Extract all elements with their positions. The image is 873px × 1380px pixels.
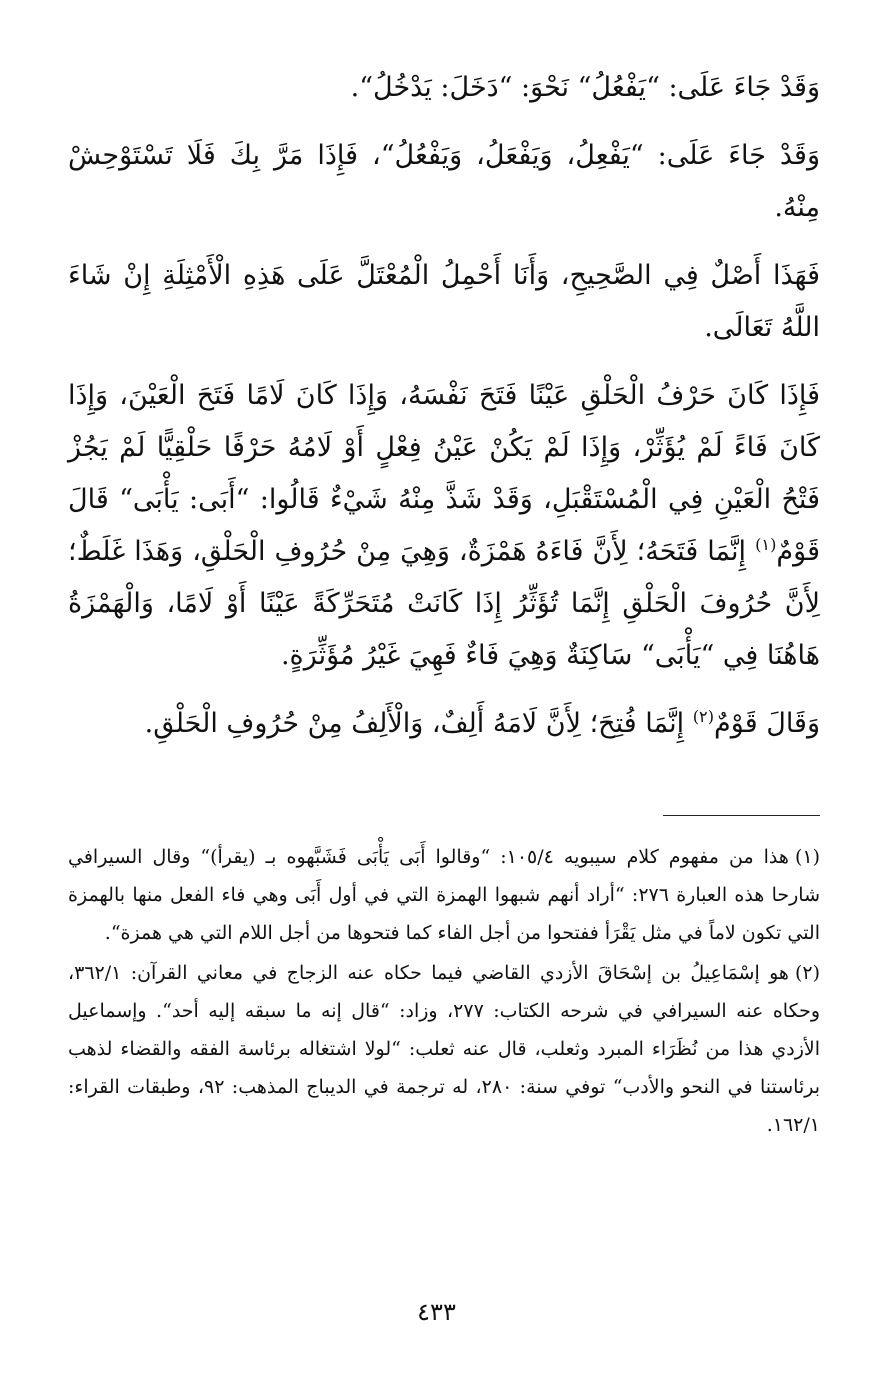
paragraph-5 bbox=[68, 698, 820, 750]
footnote-ref-1: (١) bbox=[755, 535, 777, 554]
footnote-1-text: هذا من مفهوم كلام سيبويه ١٠٥/٤: “وقالوا أَبَى يَأْبَى فَشَبَّهوه بـ (يقرأ)“ وقال السيرافي شارحا هذه العبارة ٢٧٦: “أراد أنهم شبهوا الهمزة التي في أول أَبَى وهي فاء الفعل منها بالهمزة التي تكون لاماً في مثل يَقْرَأ ففتحوا من أجل الفاء كما فتحوها من أجل اللام التي هي همزة“. bbox=[68, 846, 820, 944]
paragraph-2: وَقَدْ جَاءَ عَلَى: “يَفْعِلُ، وَيَفْعَلُ، وَيَفْعُلُ“، فَإِذَا مَرَّ بِكَ فَلَا تَسْتَوْحِشْ مِنْهُ. bbox=[68, 140, 820, 223]
paragraph-4-text-b: إِنَّمَا فَتَحَهُ؛ لِأَنَّ فَاءَهُ هَمْزَةٌ، وَهِيَ مِنْ حُرُوفِ الْحَلْقِ، وَهَذَا غَلَطٌ؛ لِأَنَّ حُرُوفَ الْحَلْقِ إِنَّمَا تُؤَثِّرُ إِذَا كَانَتْ مُتَحَرِّكَةً عَيْنًا أَوْ لَامًا، وَالْهَمْزَةُ هَاهُنَا فِي “يَأْبَى“ سَاكِنَةٌ وَهِيَ فَاءٌ فَهِيَ غَيْرُ مُؤَثِّرَةٍ. bbox=[68, 536, 820, 671]
footnote-1-number: (١) bbox=[794, 846, 820, 868]
paragraph-5-text-b: إِنَّمَا فُتِحَ؛ لِأَنَّ لَامَهُ أَلِفٌ، وَالْأَلِفُ مِنْ حُرُوفِ الْحَلْقِ. bbox=[144, 708, 693, 739]
paragraph-4 bbox=[68, 370, 820, 682]
paragraph-5-text-a: وَقَالَ قَوْمٌ bbox=[714, 708, 820, 739]
footnote-divider bbox=[663, 815, 820, 816]
paragraph-4-text-a: فَإِذَا كَانَ حَرْفُ الْحَلْقِ عَيْنًا فَتَحَ نَفْسَهُ، وَإِذَا كَانَ لَامًا فَتَحَ الْعَيْنَ، وَإِذَا كَانَ فَاءً لَمْ يُؤَثِّرْ، وَإِذَا لَمْ يَكُنْ عَيْنُ فِعْلٍ أَوْ لَامُهُ حَرْفًا حَلْقِيًّا لَمْ يَجُزْ فَتْحُ الْعَيْنِ فِي الْمُسْتَقْبَلِ، وَقَدْ شَذَّ مِنْهُ شَيْءٌ قَالُوا: “أَبَى: يَأْبَى“ قَالَ قَوْمٌ bbox=[68, 380, 820, 567]
footnote-1 bbox=[68, 838, 820, 952]
paragraph-1: وَقَدْ جَاءَ عَلَى: “يَفْعُلُ“ نَحْوَ: “دَخَلَ: يَدْخُلُ“. bbox=[350, 72, 820, 103]
main-text bbox=[68, 62, 820, 766]
footnote-ref-2: (٢) bbox=[692, 707, 715, 726]
paragraph-3: فَهَذَا أَصْلٌ فِي الصَّحِيحِ، وَأَنَا أَحْمِلُ الْمُعْتَلَّ عَلَى هَذِهِ الْأَمْثِلَةِ إِنْ شَاءَ اللَّهُ تَعَالَى. bbox=[68, 260, 820, 343]
footnotes bbox=[68, 838, 820, 1146]
footnote-2-number: (٢) bbox=[794, 962, 820, 984]
page-number: ٤٣٣ bbox=[417, 1298, 456, 1326]
footnote-2-text: هو إسْمَاعِيلُ بن إسْحَاقَ الأزدي القاضي فيما حكاه عنه الزجاج في معاني القرآن: ٣٦٢/١، وحكاه عنه السيرافي في شرحه الكتاب: ٢٧٧، وزاد: “قال إنه ما سبقه إليه أحد“. وإسماعيل الأزدي هذا من نُظَرَاء المبرد وثعلب، قال عنه ثعلب: “لولا اشتغاله برئاسة الفقه والقضاء لذهب برئاستنا في النحو والأدب“ توفي سنة: ٢٨٠، له ترجمة في الديباج المذهب: ٩٢، وطبقات القراء: ١٦٢/١. bbox=[68, 962, 821, 1136]
footnote-2 bbox=[68, 954, 820, 1144]
